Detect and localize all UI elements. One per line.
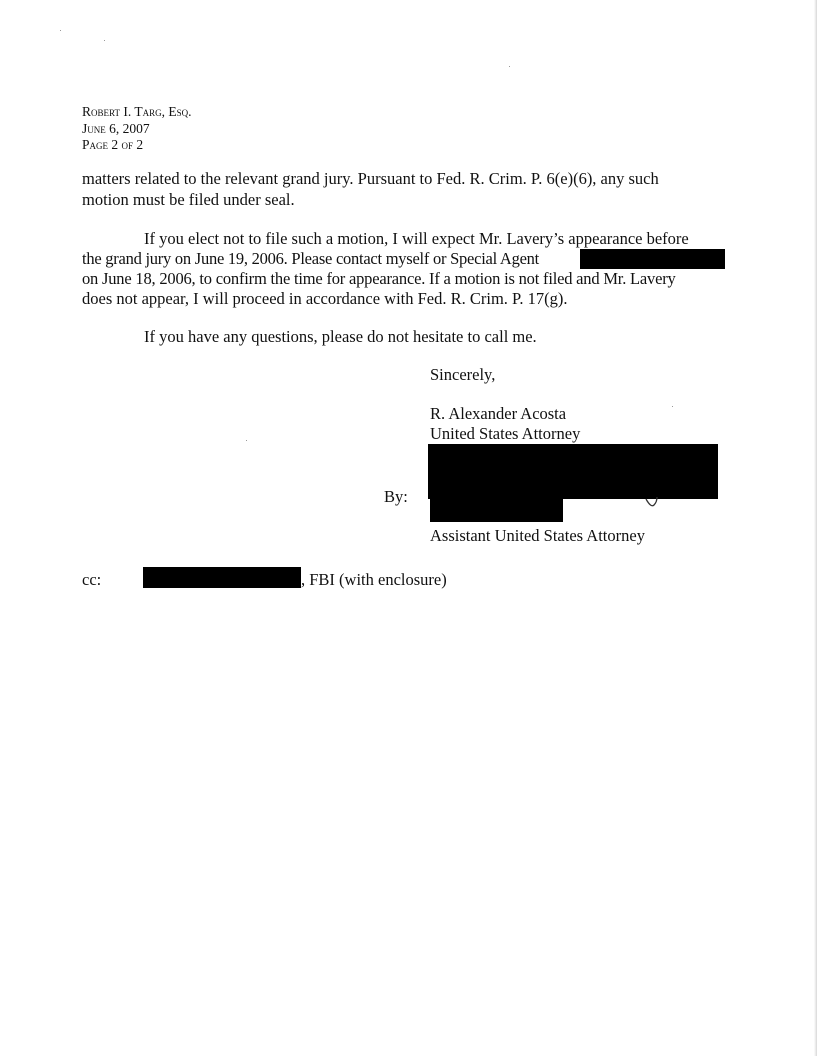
scan-speck bbox=[672, 406, 673, 407]
cc-text: , FBI (with enclosure) bbox=[301, 570, 447, 589]
redaction-agent-name bbox=[580, 249, 725, 269]
scan-speck bbox=[60, 30, 61, 31]
scan-speck bbox=[104, 40, 105, 41]
para1-line2: motion must be filed under seal. bbox=[82, 190, 295, 209]
para3: If you have any questions, please do not hesitate to call me. bbox=[144, 327, 537, 346]
para2-line1: If you elect not to file such a motion, I will expect Mr. Lavery’s appearance before bbox=[144, 229, 689, 248]
redaction-assistant-name bbox=[430, 499, 563, 522]
closing-salutation: Sincerely, bbox=[430, 365, 496, 384]
scan-speck bbox=[509, 66, 510, 67]
signer-name: R. Alexander Acosta bbox=[430, 404, 567, 423]
para1-line1: matters related to the relevant grand jury. Pursuant to Fed. R. Crim. P. 6(e)(6), any such bbox=[82, 169, 659, 188]
header-recipient: Robert I. Targ, Esq. bbox=[82, 104, 192, 119]
assistant-title: Assistant United States Attorney bbox=[430, 526, 645, 545]
para2-line3: on June 18, 2006, to confirm the time for appearance. If a motion is not filed and Mr. Lavery bbox=[82, 269, 676, 288]
cc-label: cc: bbox=[82, 570, 102, 589]
para2-line2: the grand jury on June 19, 2006. Please contact myself or Special Agent bbox=[82, 249, 539, 268]
para2-line4: does not appear, I will proceed in accordance with Fed. R. Crim. P. 17(g). bbox=[82, 289, 568, 308]
letter-header bbox=[82, 104, 191, 154]
signature-stroke bbox=[644, 496, 660, 510]
signer-title: United States Attorney bbox=[430, 424, 581, 443]
header-page-number: Page 2 of 2 bbox=[82, 137, 144, 152]
redaction-cc-name bbox=[143, 567, 301, 588]
scan-speck bbox=[246, 440, 247, 441]
by-label: By: bbox=[384, 487, 408, 506]
redaction-signature bbox=[428, 444, 718, 499]
header-date: June 6, 2007 bbox=[82, 120, 150, 136]
